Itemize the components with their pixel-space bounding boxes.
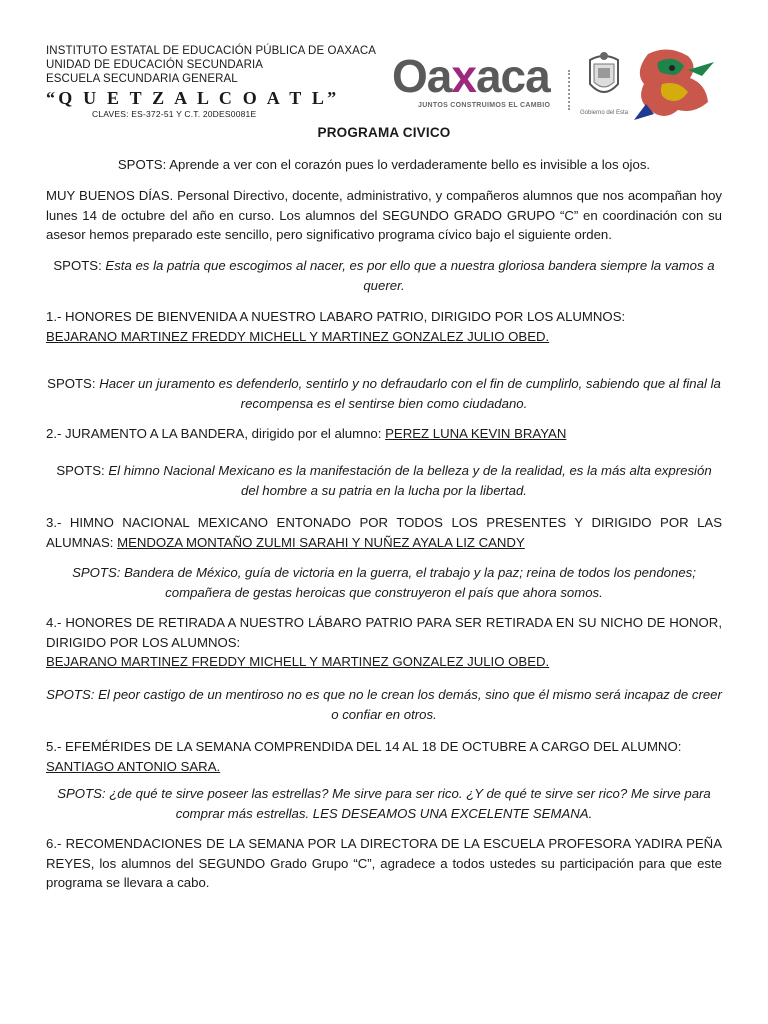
letterhead xyxy=(46,44,386,119)
oaxaca-government-logo xyxy=(392,50,722,124)
logo-divider xyxy=(568,70,570,110)
item-5 xyxy=(46,737,722,776)
quetzalcoatl-figure-icon xyxy=(628,44,724,124)
spot-5: SPOTS: Bandera de México, guía de victoria en la guerra, el trabajo y la paz; reina de todos los pendones; compañera de gestas heroicas que construyeron el país que ahora somos. xyxy=(72,565,696,600)
oaxaca-wordmark: Oaxaca xyxy=(392,50,550,102)
logo-tagline: JUNTOS CONSTRUIMOS EL CAMBIO xyxy=(418,102,551,109)
item-3-names: MENDOZA MONTAÑO ZULMI SARAHI Y NUÑEZ AYALA LIZ CANDY xyxy=(117,534,525,550)
government-caption: Gobierno del Esta xyxy=(580,110,629,116)
school-codes: CLAVES: ES-372-51 Y C.T. 20DES0081E xyxy=(92,109,257,119)
state-seal-icon xyxy=(582,50,626,106)
item-4-text: 4.- HONORES DE RETIRADA A NUESTRO LÁBARO PATRIO PARA SER RETIRADA EN SU NICHO DE HONOR, DIRIGIDO POR LOS ALUMNOS: xyxy=(46,615,722,650)
greeting-paragraph: MUY BUENOS DÍAS. Personal Directivo, docente, administrativo, y compañeros alumnos que nos acompañan hoy lunes 14 de octubre del año en curso. Los alumnos del SEGUNDO GRADO GRUPO “C” en coordinación con su asesor hemos preparado este sencillo, pero significativo programa cívico bajo el siguiente orden. xyxy=(46,188,722,242)
item-5-names: SANTIAGO ANTONIO SARA. xyxy=(46,758,221,774)
item-6: 6.- RECOMENDACIONES DE LA SEMANA POR LA DIRECTORA DE LA ESCUELA PROFESORA YADIRA PEÑA REYES, los alumnos del SEGUNDO Grado Grupo “C”, agradece a todos ustedes su participación para que este programa se llevara a cabo. xyxy=(46,836,722,890)
item-2 xyxy=(46,424,722,444)
item-2-names: PEREZ LUNA KEVIN BRAYAN xyxy=(385,426,567,441)
item-3-text: 3.- HIMNO NACIONAL MEXICANO ENTONADO POR TODOS LOS PRESENTES Y DIRIGIDO POR LAS ALUMNAS: xyxy=(46,515,722,550)
spot-4: SPOTS: El himno Nacional Mexicano es la manifestación de la belleza y de la realidad, es la más alta expresión del hombre a su patria en la lucha por la libertad. xyxy=(56,463,712,498)
institute-name: INSTITUTO ESTATAL DE EDUCACIÓN PÚBLICA DE OAXACA xyxy=(46,45,377,57)
school-type: ESCUELA SECUNDARIA GENERAL xyxy=(46,73,238,85)
item-1-text: 1.- HONORES DE BIENVENIDA A NUESTRO LABARO PATRIO, DIRIGIDO POR LOS ALUMNOS: xyxy=(46,309,626,324)
item-1-names: BEJARANO MARTINEZ FREDDY MICHELL Y MARTINEZ GONZALEZ JULIO OBED. xyxy=(46,328,550,344)
program-title: PROGRAMA CIVICO xyxy=(317,125,451,140)
spot-2: SPOTS: Esta es la patria que escogimos al nacer, es por ello que a nuestra gloriosa bandera siempre la vamos a querer. xyxy=(53,258,715,293)
item-4 xyxy=(46,613,722,672)
item-5-text: 5.- EFEMÉRIDES DE LA SEMANA COMPRENDIDA DEL 14 AL 18 DE OCTUBRE A CARGO DEL ALUMNO: xyxy=(46,739,682,754)
school-name: “Q U E T Z A L C O A T L” xyxy=(46,88,340,108)
item-3 xyxy=(46,513,722,552)
item-2-text: 2.- JURAMENTO A LA BANDERA, dirigido por el alumno: xyxy=(46,426,386,441)
spot-7: SPOTS: ¿de qué te sirve poseer las estrellas? Me sirve para ser rico. ¿Y de qué te sirve ser rico? Me sirve para comprar más estrellas. LES DESEAMOS UNA EXCELENTE SEMANA. xyxy=(57,786,711,821)
spot-6: SPOTS: El peor castigo de un mentiroso no es que no le crean los demás, sino que él mismo será incapaz de creer o confiar en otros. xyxy=(46,687,722,722)
spot-1: SPOTS: Aprende a ver con el corazón pues lo verdaderamente bello es invisible a los ojos. xyxy=(117,157,651,172)
unit-name: UNIDAD DE EDUCACIÓN SECUNDARIA xyxy=(46,59,264,71)
item-4-names: BEJARANO MARTINEZ FREDDY MICHELL Y MARTINEZ GONZALEZ JULIO OBED. xyxy=(46,654,550,669)
item-1 xyxy=(46,307,722,346)
spot-3: SPOTS: Hacer un juramento es defenderlo, sentirlo y no defraudarlo con el fin de cumplirlo, sabiendo que al final la recompensa es el sentirse bien como ciudadano. xyxy=(47,376,721,411)
